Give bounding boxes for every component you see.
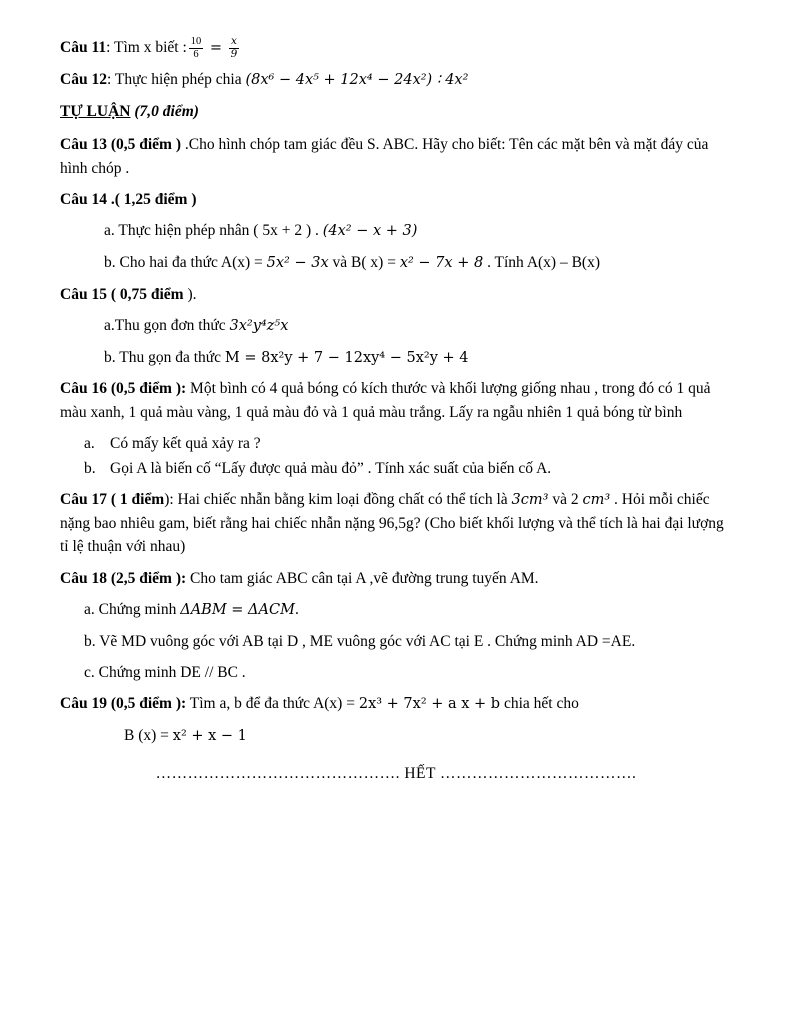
question-15-b: b. Thu gọn đa thức M = 8x²y + 7 − 12xy⁴ − 5x²y + 4 — [104, 348, 469, 366]
question-11-text: : Tìm x biết : — [106, 39, 187, 56]
fraction-x-9: $\frac{x}{9}$ — [230, 35, 238, 60]
question-16-label: Câu 16 (0,5 điểm ): — [60, 380, 187, 398]
question-15-label: Câu 15 ( 0,75 điểm — [60, 285, 188, 303]
question-18-label: Câu 18 (2,5 điểm ): — [60, 569, 187, 587]
question-18: Câu 18 (2,5 điểm ): Cho tam giác ABC cân tại A ,vẽ đường trung tuyến AM. — [60, 569, 539, 587]
question-14-a: a. Thực hiện phép nhân ( 5x + 2 ) . (4x² − x + 3) — [104, 222, 418, 240]
question-14-b: b. Cho hai đa thức A(x) = 5x² − 3x và B( x) = x² − 7x + 8 . Tính A(x) – B(x) — [104, 253, 601, 271]
question-13-text: .Cho hình chóp tam giác đều S. ABC. Hãy cho biết: Tên các mặt bên và mặt đáy của hình chóp . — [60, 136, 709, 177]
question-19-label: Câu 19 (0,5 điểm ): — [60, 695, 187, 713]
question-18-a: a. Chứng minh ΔABM = ΔACM. — [84, 600, 299, 618]
end-dots-right: ………………………………. — [440, 764, 637, 782]
question-12-label: Câu 12 — [60, 71, 107, 89]
question-15-a: a.Thu gọn đơn thức 3x²y⁴z⁵x — [104, 316, 289, 334]
question-14 — [60, 188, 732, 211]
question-11-label: Câu 11 — [60, 39, 107, 56]
question-13-label: Câu 13 (0,5 điểm ) — [60, 136, 181, 154]
question-14-a-math: (4x² − x + 3) — [322, 223, 418, 240]
end-line — [60, 762, 732, 785]
question-17-label: Câu 17 ( 1 điểm — [60, 491, 165, 509]
question-19: Câu 19 (0,5 điểm ): Tìm a, b để đa thức A(x) = 2x³ + 7x² + a x + b chia hết cho — [60, 695, 579, 713]
question-19-b: B (x) = x² + x − 1 — [124, 726, 247, 744]
end-text: HẾT — [399, 764, 441, 782]
question-17: Câu 17 ( 1 điểm): Hai chiếc nhẫn bằng kim loại đồng chất có thể tích là 3cm³ và 2 cm³ . Hỏi mỗi chiếc nặng bao nhiêu gam, biết rằng hai chiếc nhẫn nặng 96,5g? (Cho biết khối lượng và thể tích là hai đại lượng tỉ lệ thuận với nhau) — [60, 491, 724, 556]
question-16-b: b. Gọi A là biến cố “Lấy được quả màu đỏ” . Tính xác suất của biến cố A. — [84, 460, 552, 478]
question-15: Câu 15 ( 0,75 điểm ). — [60, 285, 197, 303]
end-dots-left: ………………………………………. — [155, 764, 400, 782]
question-12-math: (8x⁶ − 4x⁵ + 12x⁴ − 24x²) ∶ 4x² — [245, 72, 469, 89]
section-points: (7,0 điểm) — [130, 103, 199, 121]
question-13 — [60, 133, 732, 180]
section-title — [60, 100, 732, 123]
question-12-text: : Thực hiện phép chia — [106, 71, 246, 89]
question-16: Câu 16 (0,5 điểm ): Một bình có 4 quả bóng có kích thước và khối lượng giống nhau , trong đó có 1 quả màu xanh, 1 quả màu vàng, 1 quả màu đỏ và 1 quả màu trắng. Lấy ra ngẫu nhiên 1 quả bóng từ bình — [60, 380, 711, 421]
question-14-label: Câu 14 .( 1,25 điểm ) — [60, 190, 197, 208]
question-18-c: c. Chứng minh DE // BC . — [84, 663, 246, 681]
fraction-10-6: $\frac{10}{6}$ — [190, 36, 202, 60]
question-11 — [60, 36, 732, 60]
section-title-text: TỰ LUẬN — [60, 103, 131, 121]
question-16-a: a. Có mấy kết quả xảy ra ? — [84, 434, 261, 452]
equals-sign: = — [205, 40, 227, 56]
question-18-b: b. Vẽ MD vuông góc với AB tại D , ME vuông góc với AC tại E . Chứng minh AD =AE. — [84, 632, 636, 650]
question-12 — [60, 68, 732, 92]
